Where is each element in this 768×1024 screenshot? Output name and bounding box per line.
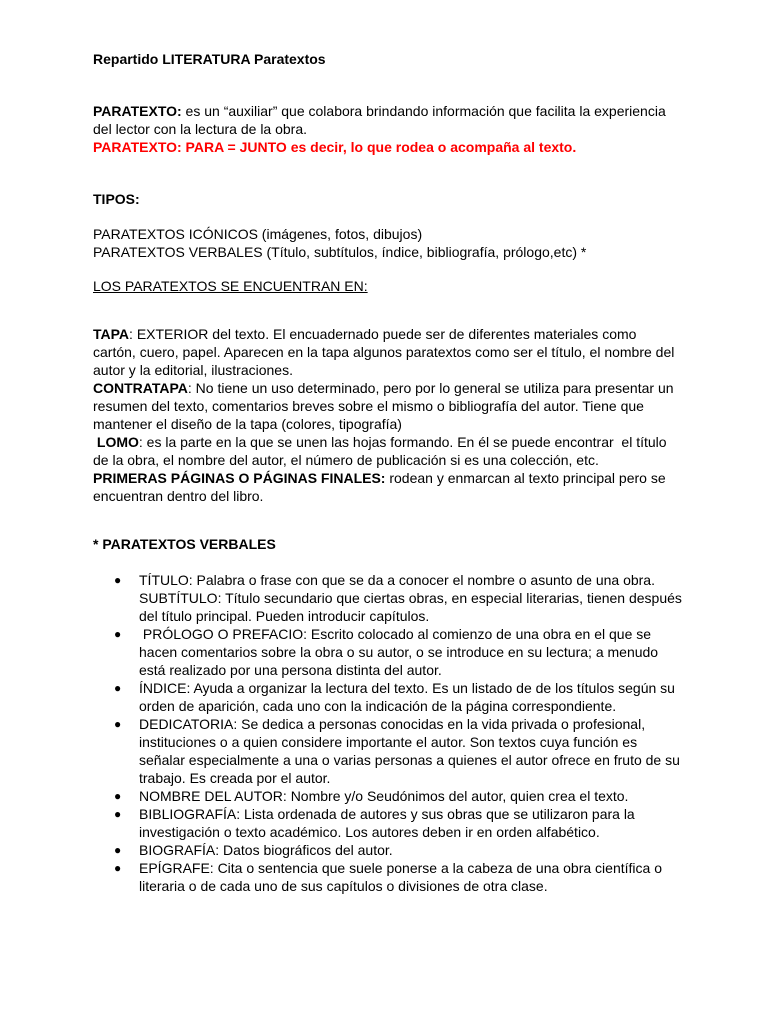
verbales-list [93,571,683,895]
list-item-text: PRÓLOGO O PREFACIO: Escrito colocado al comienzo de una obra en el que se hacen comentarios sobre la obra o su autor, o se introduce en su lectura; a menudo está realizado por una persona distinta del autor. [139,626,662,678]
list-item-text: BIOGRAFÍA: Datos biográficos del autor. [139,842,393,858]
list-item [93,787,683,805]
paratexto-red-line: PARATEXTO: PARA = JUNTO es decir, lo que rodea o acompaña al texto. [93,139,577,155]
ubicacion-term: PRIMERAS PÁGINAS O PÁGINAS FINALES: [93,470,386,486]
bullet-icon: ● [114,807,122,821]
ubicacion-lomo [93,433,683,469]
tipos-iconicos: PARATEXTOS ICÓNICOS (imágenes, fotos, dibujos) [93,226,423,242]
ubicacion-contratapa [93,379,683,433]
bullet-icon: ● [114,627,122,641]
list-item-text: EPÍGRAFE: Cita o sentencia que suele ponerse a la cabeza de una obra científica o literaria o de cada uno de sus capítulos o divisiones de otra clase. [139,860,662,894]
bullet-icon: ● [114,717,122,731]
list-item [93,859,683,895]
bullet-icon: ● [114,789,122,803]
list-item-text: BIBLIOGRAFÍA: Lista ordenada de autores y sus obras que se utilizaron para la investigación o texto académico. Los autores deben ir en orden alfabético. [139,806,635,840]
ubicacion-text: : es la parte en la que se unen las hojas formando. En él se puede encontrar el título de la obra, el nombre del autor, el número de publicación si es una colección, etc. [93,434,671,468]
list-item [93,625,683,679]
paratexto-definition-text: es un “auxiliar” que colabora brindando información que facilita la experiencia del lector con la lectura de la obra. [93,103,666,137]
verbales-heading: * PARATEXTOS VERBALES [93,536,276,552]
list-item [93,805,683,841]
ubicacion-tapa [93,325,683,379]
ubicacion-text: rodean y enmarcan al texto principal pero se encuentran dentro del libro. [93,470,666,504]
paratexto-definition [93,102,683,138]
list-item [93,841,683,859]
bullet-icon: ● [114,843,122,857]
bullet-icon: ● [114,681,122,695]
list-item-text: ÍNDICE: Ayuda a organizar la lectura del texto. Es un listado de de los títulos según su orden de aparición, cada uno con la indicación de la página correspondiente. [139,680,675,714]
ubicacion-heading: LOS PARATEXTOS SE ENCUENTRAN EN: [93,278,368,294]
ubicacion-primeras-paginas [93,469,683,505]
ubicacion-term: CONTRATAPA [93,380,188,396]
ubicacion-term: TAPA [93,326,130,342]
document-title: Repartido LITERATURA Paratextos [93,51,326,67]
ubicacion-text: : EXTERIOR del texto. El encuadernado puede ser de diferentes materiales como cartón, cuero, papel. Aparecen en la tapa algunos paratextos como ser el título, el nombre del autor y la editorial, ilustraciones. [93,326,675,378]
ubicacion-text: : No tiene un uso determinado, pero por lo general se utiliza para presentar un resumen del texto, comentarios breves sobre el mismo o bibliografía del autor. Tiene que mantener el diseño de la tapa (colores, tipografía) [93,380,674,432]
ubicacion-term: LOMO [93,434,139,450]
bullet-icon: ● [114,861,122,875]
tipos-heading: TIPOS: [93,191,140,207]
list-item [93,571,683,625]
tipos-verbales: PARATEXTOS VERBALES (Título, subtítulos, índice, bibliografía, prólogo,etc) * [93,244,587,260]
paratexto-term: PARATEXTO: [93,103,182,119]
list-item [93,679,683,715]
bullet-icon: ● [114,573,122,587]
list-item-text: DEDICATORIA: Se dedica a personas conocidas en la vida privada o profesional, instituciones o a quien considere importante el autor. Son textos cuya función es señalar especialmente a una o varias personas a quienes el autor ofrece en fruto de su trabajo. Es creada por el autor. [139,716,680,786]
list-item [93,715,683,787]
list-item-text: TÍTULO: Palabra o frase con que se da a conocer el nombre o asunto de una obra. SUBTÍTULO: Título secundario que ciertas obras, en especial literarias, tienen después del título principal. Pueden introducir capítulos. [139,572,682,624]
document-page [93,50,683,895]
list-item-text: NOMBRE DEL AUTOR: Nombre y/o Seudónimos del autor, quien crea el texto. [139,788,629,804]
